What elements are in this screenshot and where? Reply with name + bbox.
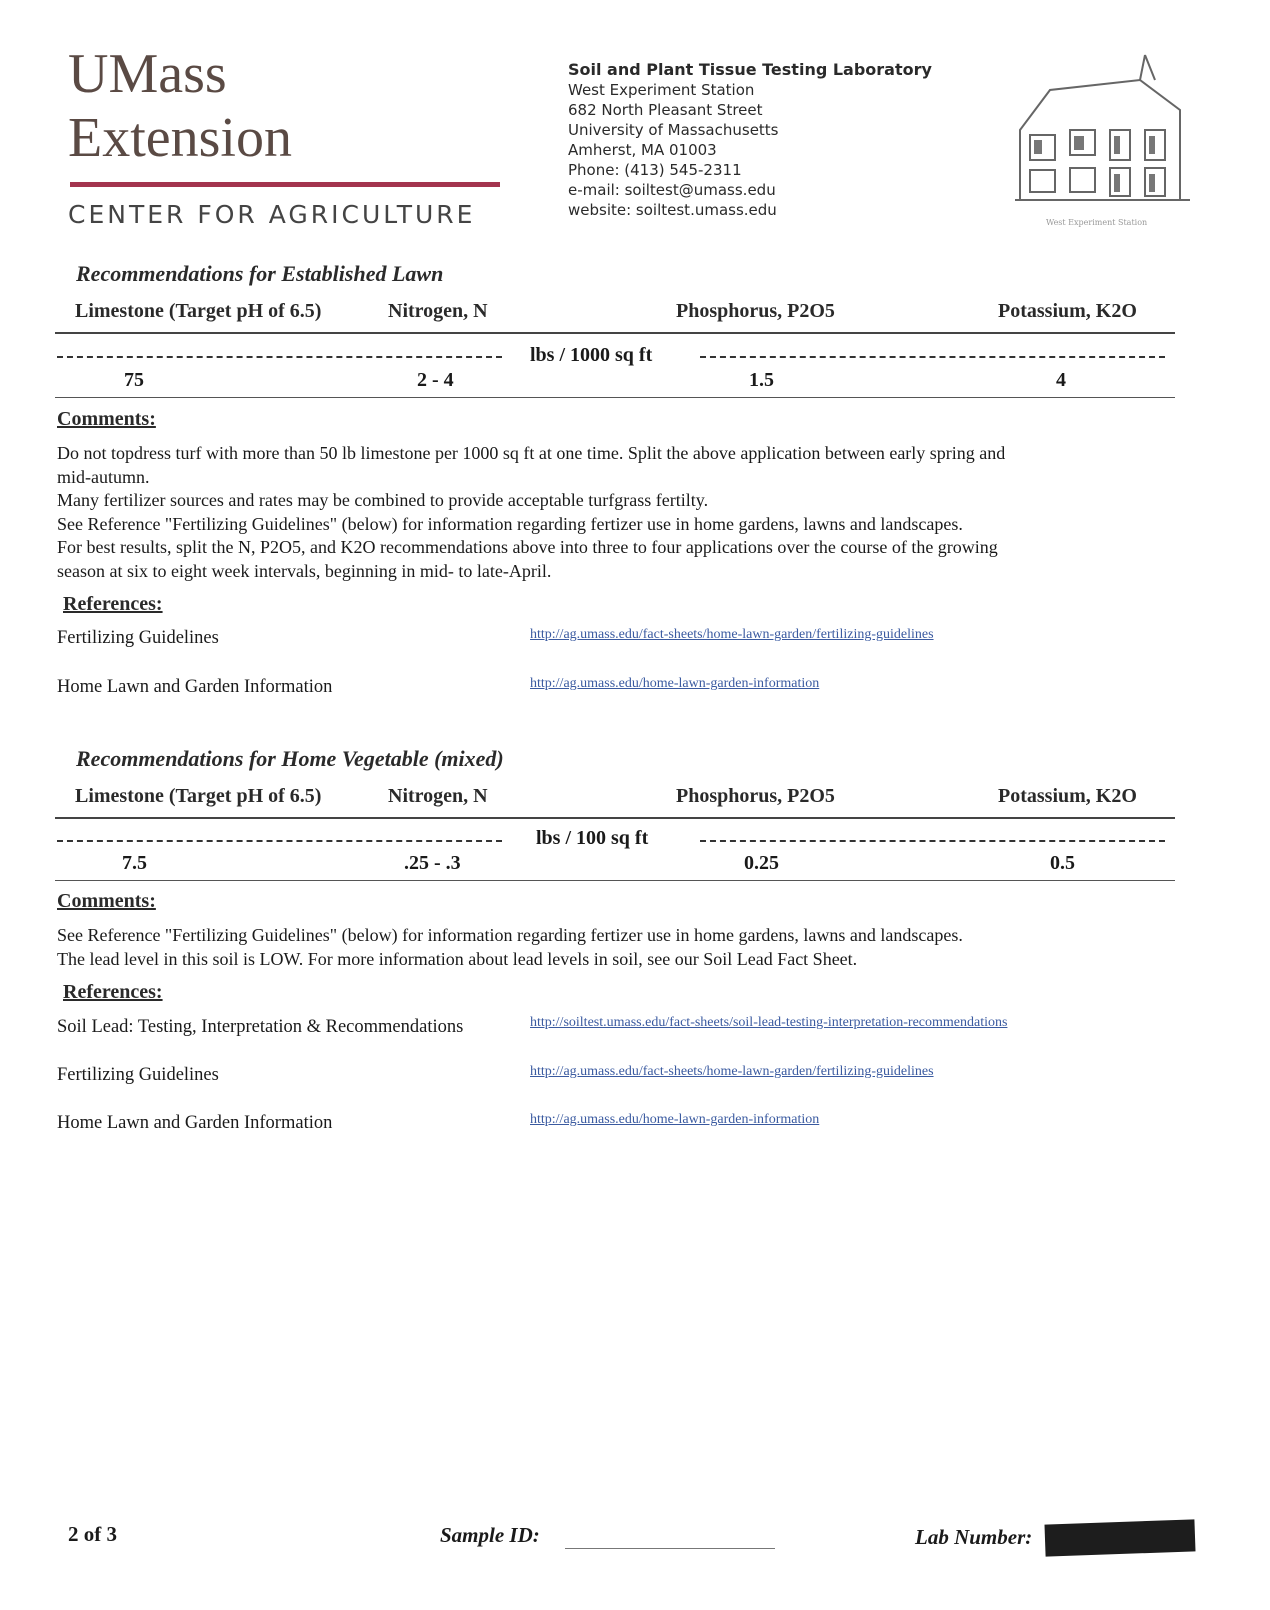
- logo-umass-text: UMass: [68, 43, 227, 105]
- logo-tagline: CENTER FOR AGRICULTURE: [68, 200, 476, 229]
- lawn-dash-left: [57, 356, 502, 358]
- lawn-ref-name: Home Lawn and Garden Information: [57, 677, 333, 697]
- vegetable-value-potassium: 0.5: [1050, 852, 1075, 874]
- vegetable-section-title: Recommendations for Home Vegetable (mixed): [76, 746, 504, 771]
- lab-phone: Phone: (413) 545-2311: [568, 161, 742, 179]
- lawn-ref-link-home-lawn[interactable]: http://ag.umass.edu/home-lawn-garden-information: [530, 676, 820, 691]
- vegetable-value-phosphorus: 0.25: [744, 852, 779, 874]
- vegetable-unit-label: lbs / 100 sq ft: [536, 827, 649, 849]
- lab-address-block: [568, 60, 932, 220]
- lawn-comment-line: For best results, split the N, P2O5, and K2O recommendations above into three to four applications over the course of the growing: [57, 537, 998, 557]
- lab-number-label: Lab Number:: [915, 1525, 1033, 1549]
- lawn-value-nitrogen: 2 - 4: [417, 369, 454, 391]
- vegetable-value-nitrogen: .25 - .3: [404, 852, 461, 874]
- lab-name: Soil and Plant Tissue Testing Laboratory: [568, 60, 932, 79]
- vegetable-references-heading: References:: [63, 981, 163, 1003]
- logo-extension-text: Extension: [68, 107, 292, 169]
- lawn-col-limestone: Limestone (Target pH of 6.5): [75, 300, 322, 322]
- vegetable-value-limestone: 7.5: [122, 852, 147, 874]
- lab-number-redaction: [1044, 1519, 1195, 1556]
- sample-id-label: Sample ID:: [440, 1523, 540, 1547]
- vegetable-values-rule: [55, 880, 1175, 881]
- lawn-ref-link-fertilizing[interactable]: http://ag.umass.edu/fact-sheets/home-lawn-garden/fertilizing-guidelines: [530, 627, 934, 642]
- page-number: 2 of 3: [68, 1522, 117, 1546]
- vegetable-ref-name: Soil Lead: Testing, Interpretation & Recommendations: [57, 1017, 464, 1037]
- lawn-comments-text: [57, 442, 1157, 583]
- station-image-caption: West Experiment Station: [1046, 218, 1148, 227]
- vegetable-ref-link-fertilizing[interactable]: http://ag.umass.edu/fact-sheets/home-lawn-garden/fertilizing-guidelines: [530, 1064, 934, 1079]
- vegetable-comment-line: The lead level in this soil is LOW. For more information about lead levels in soil, see our Soil Lead Fact Sheet.: [57, 948, 858, 969]
- vegetable-header-rule: [55, 817, 1175, 819]
- lab-street: 682 North Pleasant Street: [568, 101, 763, 119]
- lawn-col-nitrogen: Nitrogen, N: [388, 300, 488, 322]
- lawn-value-potassium: 4: [1056, 369, 1066, 391]
- vegetable-comments-text: [57, 924, 1157, 971]
- lawn-dash-right: [700, 356, 1165, 358]
- lawn-ref-name: Fertilizing Guidelines: [57, 628, 219, 648]
- lawn-comment-line: mid-autumn.: [57, 466, 150, 487]
- vegetable-col-nitrogen: Nitrogen, N: [388, 785, 488, 807]
- lawn-col-potassium: Potassium, K2O: [998, 300, 1137, 322]
- west-experiment-station-image: [1010, 50, 1200, 230]
- lawn-comment-line: See Reference "Fertilizing Guidelines" (below) for information regarding fertizer use in home gardens, lawns and landscapes.: [57, 513, 963, 534]
- vegetable-col-phosphorus: Phosphorus, P2O5: [676, 785, 835, 807]
- vegetable-comments-heading: Comments:: [57, 890, 156, 912]
- lawn-values-rule: [55, 397, 1175, 398]
- lawn-comment-line: Do not topdress turf with more than 50 lb limestone per 1000 sq ft at one time. Split the above application between early spring and: [57, 443, 1006, 463]
- lawn-header-rule: [55, 332, 1175, 334]
- station-building-sketch: [1010, 50, 1200, 220]
- lawn-unit-label: lbs / 1000 sq ft: [530, 344, 653, 366]
- lawn-value-limestone: 75: [124, 369, 144, 391]
- vegetable-ref-link-home-lawn[interactable]: http://ag.umass.edu/home-lawn-garden-information: [530, 1112, 820, 1127]
- vegetable-ref-link-soil-lead[interactable]: http://soiltest.umass.edu/fact-sheets/soil-lead-testing-interpretation-recommendations: [530, 1015, 1008, 1030]
- lawn-value-phosphorus: 1.5: [749, 369, 774, 391]
- lab-website: website: soiltest.umass.edu: [568, 201, 777, 219]
- lawn-comment-line: season at six to eight week intervals, beginning in mid- to late-April.: [57, 560, 552, 581]
- lawn-references-heading: References:: [63, 593, 163, 615]
- vegetable-ref-name: Home Lawn and Garden Information: [57, 1113, 333, 1133]
- lab-city: Amherst, MA 01003: [568, 141, 717, 159]
- vegetable-dash-right: [700, 840, 1165, 842]
- logo-divider-bar: [70, 182, 500, 187]
- vegetable-col-potassium: Potassium, K2O: [998, 785, 1137, 807]
- lawn-col-phosphorus: Phosphorus, P2O5: [676, 300, 835, 322]
- sample-id-field-line: [565, 1548, 775, 1549]
- lab-university: University of Massachusetts: [568, 121, 779, 139]
- vegetable-dash-left: [57, 840, 502, 842]
- lawn-comments-heading: Comments:: [57, 408, 156, 430]
- lab-station: West Experiment Station: [568, 81, 755, 99]
- lawn-comment-line: Many fertilizer sources and rates may be combined to provide acceptable turfgrass fertilty.: [57, 490, 709, 510]
- vegetable-comment-line: See Reference "Fertilizing Guidelines" (below) for information regarding fertizer use in home gardens, lawns and landscapes.: [57, 925, 963, 945]
- lab-email: e-mail: soiltest@umass.edu: [568, 181, 776, 199]
- vegetable-col-limestone: Limestone (Target pH of 6.5): [75, 785, 322, 807]
- lawn-section-title: Recommendations for Established Lawn: [76, 261, 444, 286]
- vegetable-ref-name: Fertilizing Guidelines: [57, 1065, 219, 1085]
